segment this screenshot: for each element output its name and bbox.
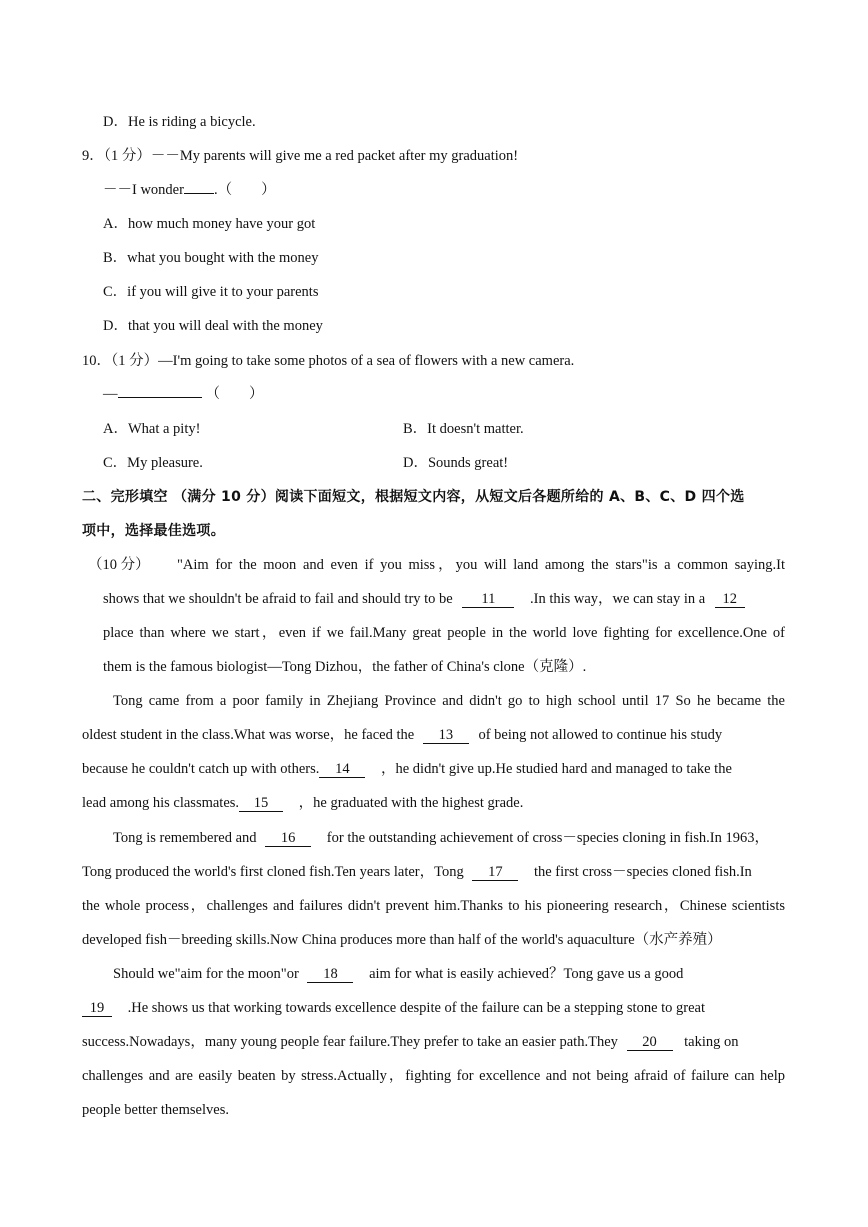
p2-l3-text-b: ，he didn't give up.He studied hard and managed to take the	[380, 761, 732, 777]
section-heading-line2: 项中，选择最佳选项。	[82, 523, 225, 539]
p4-l1-text-b: aim for what is easily achieved？Tong gave us a good	[369, 966, 684, 982]
q10-option-d: D．Sounds great!	[403, 455, 509, 471]
passage-p4-line2	[82, 998, 705, 1018]
passage-p4-line5: people better themselves.	[82, 1102, 229, 1118]
q9-stem: 9．（1 分）－－My parents will give me a red packet after my graduation!	[82, 148, 519, 164]
passage-p3-line1	[113, 828, 769, 848]
blank-20: 20	[627, 1034, 673, 1051]
passage-p1-line1: "Aim for the moon and even if you miss，you will land among the stars"is a common saying.It	[177, 557, 785, 573]
passage-p1-line4: them is the famous biologist—Tong Dizhou，the father of China's clone（克隆）.	[103, 659, 587, 675]
blank-12: 12	[715, 591, 745, 608]
q10-reply-paren: （ ）	[205, 386, 264, 402]
p1-l2-text-a: shows that we shouldn't be afraid to fail and should try to be	[103, 591, 453, 607]
q10-option-c: C．My pleasure.	[103, 455, 203, 471]
passage-p3-line4: developed fish－breeding skills.Now China produces more than half of the world's aquaculture（水产养殖）	[82, 932, 722, 948]
blank-11: 11	[462, 591, 514, 608]
p4-l2-text-b: .He shows us that working towards excellence despite of the failure can be a stepping stone to great	[127, 1000, 706, 1016]
passage-p4-line3	[82, 1032, 739, 1052]
passage-p2-line3	[82, 759, 785, 779]
p3-l2-text-a: Tong produced the world's first cloned fish.Ten years later，Tong	[82, 864, 464, 880]
q10-reply	[103, 384, 264, 404]
p4-l3-text-a: success.Nowadays，many young people fear failure.They prefer to take an easier path.They	[82, 1034, 618, 1050]
p3-l1-text-b: for the outstanding achievement of cross－species cloning in fish.In 1963，	[326, 830, 769, 846]
q9-option-d: D．that you will deal with the money	[103, 318, 323, 334]
q8-option-d: D．He is riding a bicycle.	[103, 114, 256, 130]
passage-p3-line3: the whole process，challenges and failures didn't prevent him.Thanks to his pioneering research，Chinese scientists	[82, 898, 785, 914]
blank-15: 15	[239, 795, 283, 812]
passage-p2-line2	[82, 725, 785, 745]
q9-option-c: C．if you will give it to your parents	[103, 284, 319, 300]
p1-l2-text-b: .In this way，we can stay in a	[530, 591, 706, 607]
p3-l2-text-b: the first cross－species cloned fish.In	[533, 864, 752, 880]
passage-p2-line1: Tong came from a poor family in Zhejiang Province and didn't go to high school until 17 So he became the	[113, 693, 785, 709]
q10-reply-dash: —	[103, 386, 118, 402]
q9-reply-suffix: .（ ）	[213, 182, 276, 198]
section-heading-line1: 二、完形填空 （满分 10 分）阅读下面短文，根据短文内容，从短文后各题所给的 A、B、C、D 四个选	[82, 489, 745, 505]
q9-answer-blank	[184, 193, 214, 194]
p2-l4-text-a: lead among his classmates.	[82, 795, 240, 811]
q9-option-a: A．how much money have your got	[103, 216, 316, 232]
passage-p3-line2	[82, 862, 752, 882]
p2-l4-text-b: ，he graduated with the highest grade.	[298, 795, 524, 811]
blank-18: 18	[307, 966, 353, 983]
passage-p1-line2	[103, 589, 785, 609]
blank-13: 13	[423, 727, 469, 744]
q10-stem: 10．（1 分）—I'm going to take some photos of a sea of flowers with a new camera.	[82, 353, 575, 369]
p4-l1-text-a: Should we"aim for the moon"or	[113, 966, 299, 982]
blank-19: 19	[82, 1000, 112, 1017]
blank-14: 14	[319, 761, 365, 778]
p4-l3-text-b: taking on	[684, 1034, 739, 1050]
q9-reply	[103, 180, 276, 200]
passage-p4-line4: challenges and are easily beaten by stress.Actually，fighting for excellence and not being afraid of failure can help	[82, 1068, 785, 1084]
p3-l1-text-a: Tong is remembered and	[113, 830, 257, 846]
q9-option-b: B．what you bought with the money	[103, 250, 319, 266]
q10-option-b: B．It doesn't matter.	[403, 421, 524, 437]
q10-option-a: A．What a pity!	[103, 421, 201, 437]
p2-l2-text-a: oldest student in the class.What was worse，he faced the	[82, 727, 415, 743]
q9-reply-prefix: －－I wonder	[103, 182, 184, 198]
blank-17: 17	[472, 864, 518, 881]
passage-p2-line4	[82, 793, 523, 813]
blank-16: 16	[265, 830, 311, 847]
q10-answer-blank	[118, 397, 202, 398]
passage-score: （10 分）	[88, 557, 150, 573]
passage-p1-line3: place than where we start，even if we fail.Many great people in the world love fighting for excellence.One of	[103, 625, 785, 641]
p2-l2-text-b: of being not allowed to continue his study	[478, 727, 723, 743]
passage-p4-line1	[113, 964, 785, 984]
p2-l3-text-a: because he couldn't catch up with others.	[82, 761, 320, 777]
